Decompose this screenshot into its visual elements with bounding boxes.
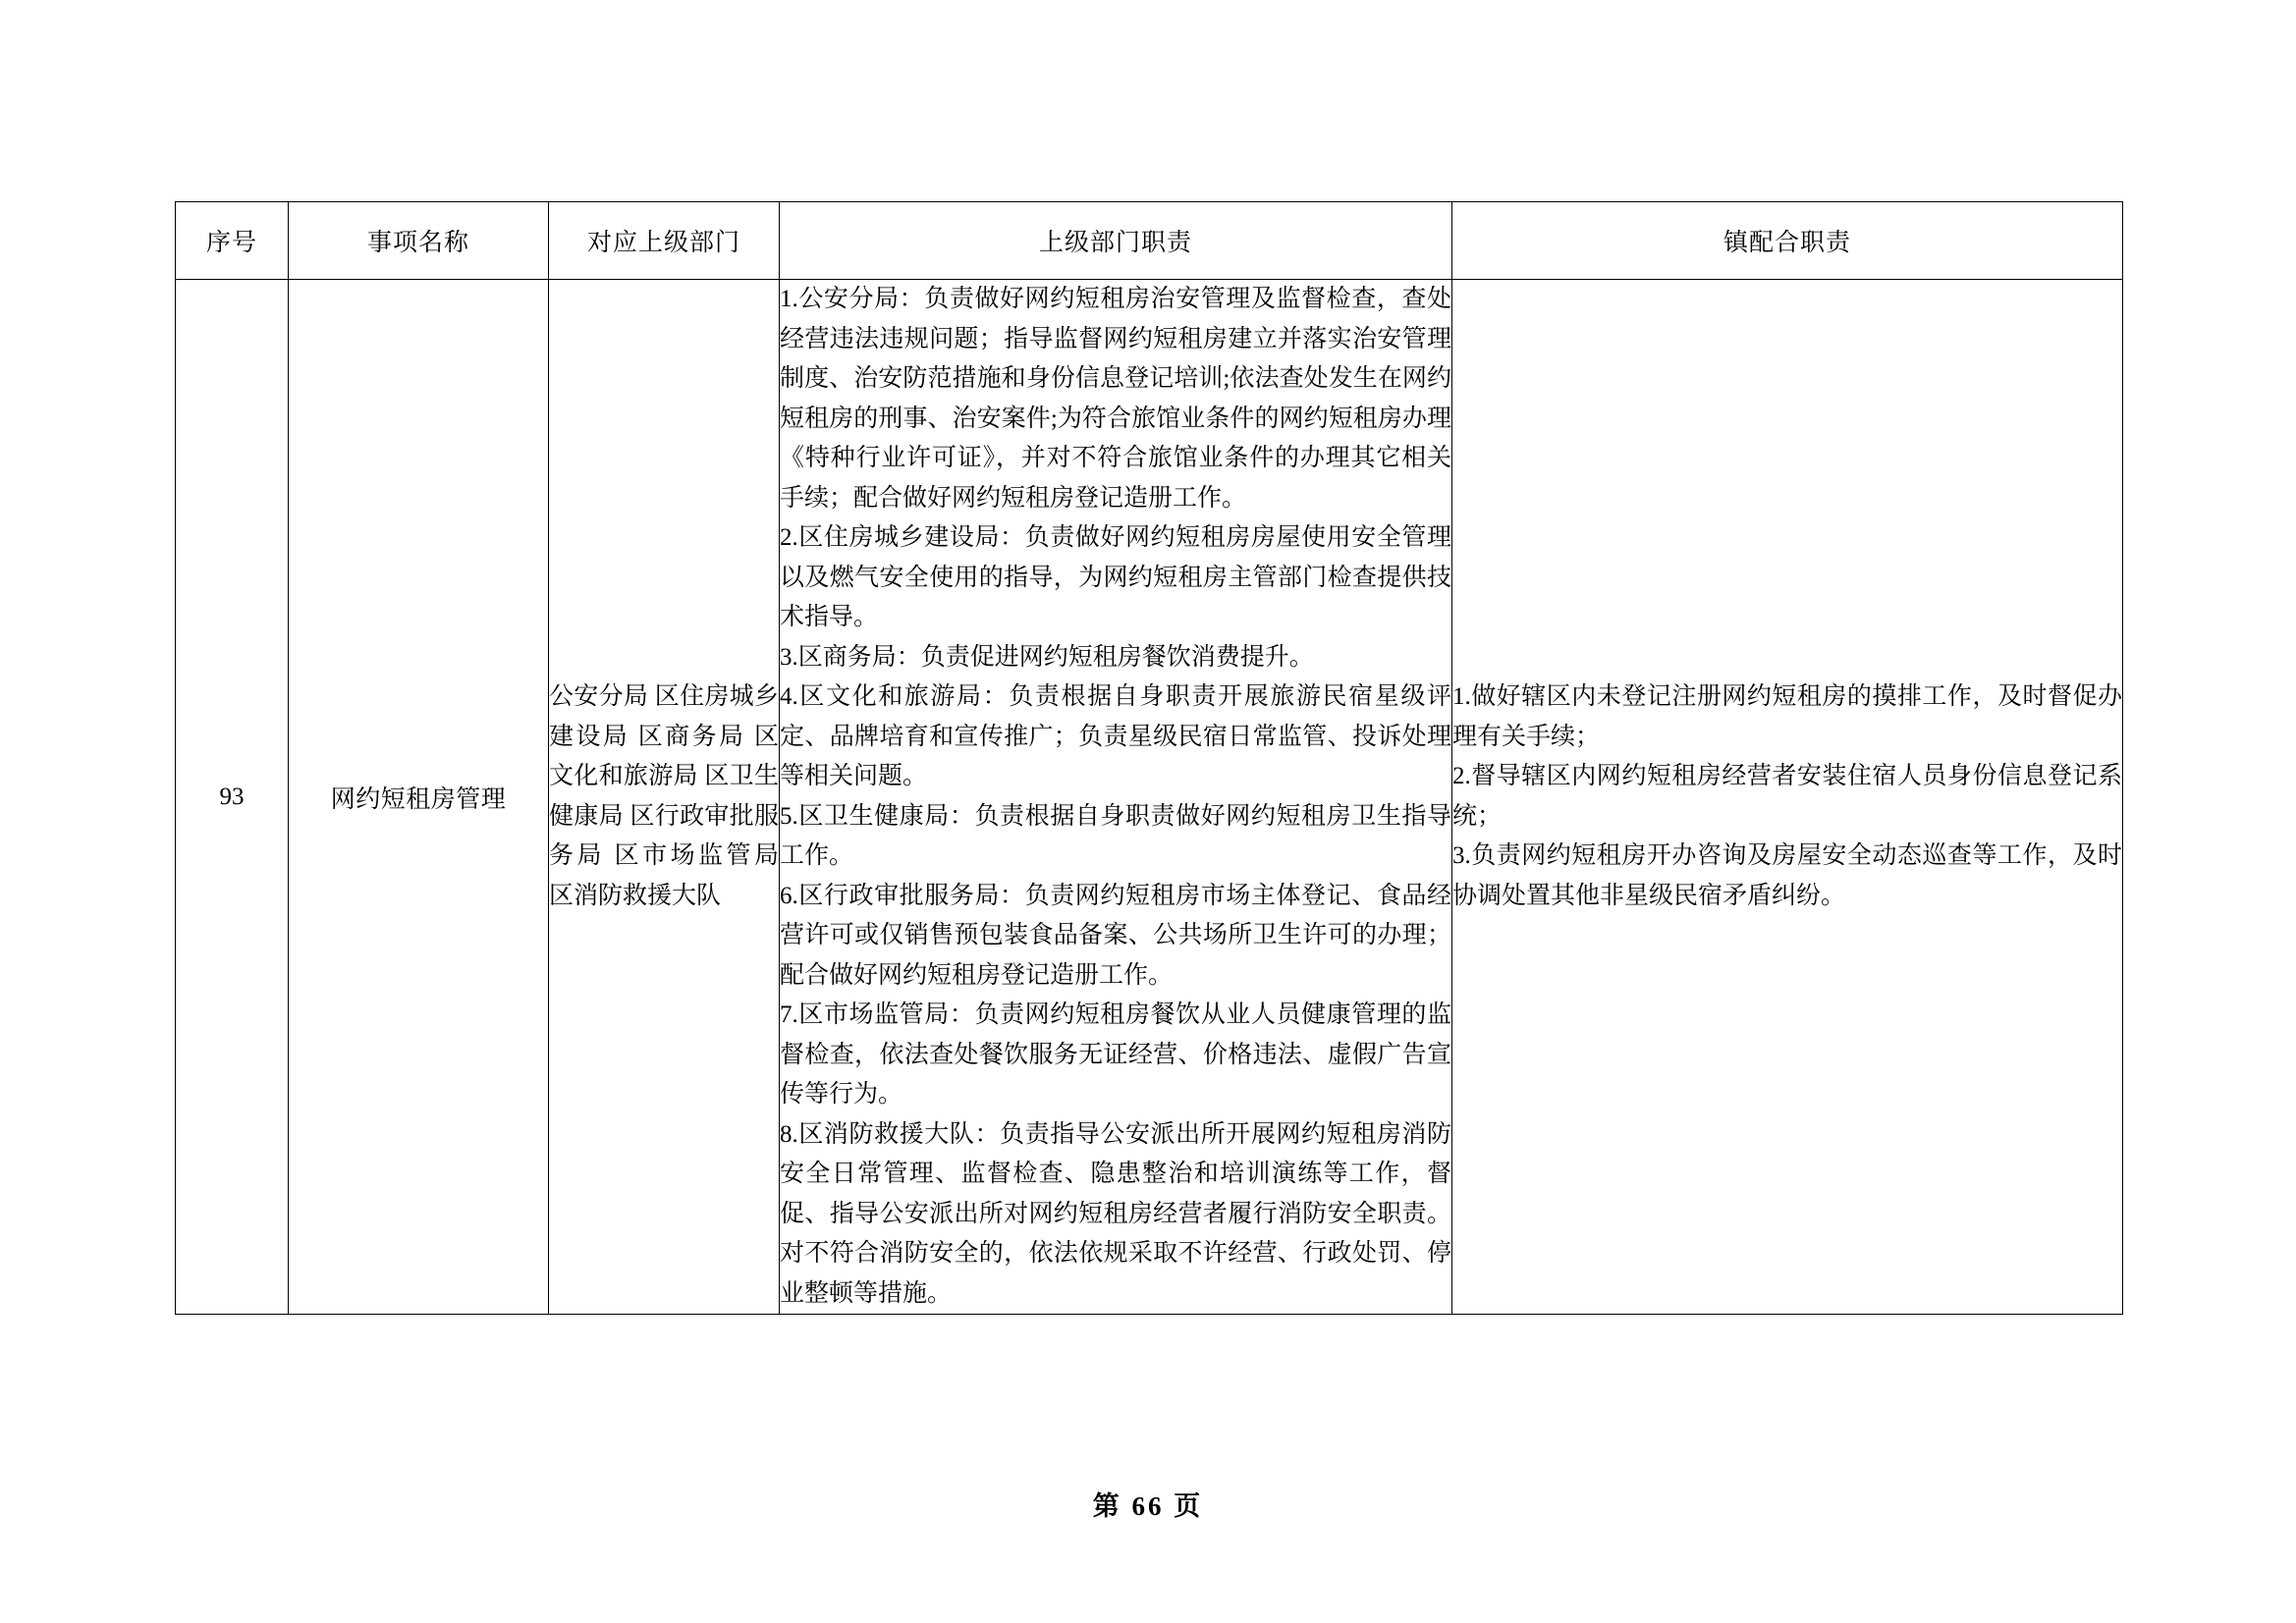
- header-upper-duty: 上级部门职责: [780, 202, 1452, 280]
- cell-town-duty: [1452, 280, 2123, 1315]
- cell-upper-department: 公安分局 区住房城乡建设局 区商务局 区文化和旅游局 区卫生健康局 区行政审批服务局 区市场监管局 区消防救援大队: [549, 280, 780, 1315]
- table-header: [176, 202, 2123, 280]
- duty-line: 8.区消防救援大队：负责指导公安派出所开展网约短租房消防安全日常管理、监督检查、隐患整治和培训演练等工作，督促、指导公安派出所对网约短租房经营者履行消防安全职责。对不符合消防安全的，依法依规采取不许经营、行政处罚、停业整顿等措施。: [780, 1120, 1451, 1307]
- cell-upper-duty: [780, 280, 1452, 1315]
- duty-line: 7.区市场监管局：负责网约短租房餐饮从业人员健康管理的监督检查，依法查处餐饮服务无证经营、价格违法、虚假广告宣传等行为。: [780, 1001, 1451, 1108]
- table-body: [176, 280, 2123, 1315]
- header-seq: 序号: [176, 202, 289, 280]
- duty-line: 1.公安分局：负责做好网约短租房治安管理及监督检查，查处经营违法违规问题；指导监督网约短租房建立并落实治安管理制度、治安防范措施和身份信息登记培训;依法查处发生在网约短租房的刑事、治安案件;为符合旅馆业条件的网约短租房办理《特种行业许可证》，并对不符合旅馆业条件的办理其它相关手续；配合做好网约短租房登记造册工作。: [780, 286, 1451, 512]
- duty-line: 3.区商务局：负责促进网约短租房餐饮消费提升。: [780, 643, 1314, 671]
- page-number: 第 66 页: [1092, 1491, 1204, 1521]
- responsibility-table: [175, 201, 2123, 1315]
- cell-seq: 93: [176, 280, 289, 1315]
- duty-line: 5.区卫生健康局：负责根据自身职责做好网约短租房卫生指导工作。: [780, 802, 1451, 869]
- town-duty-line: 3.负责网约短租房开办咨询及房屋安全动态巡查等工作，及时协调处置其他非星级民宿矛盾纠纷。: [1452, 842, 2122, 909]
- header-item-name: 事项名称: [289, 202, 549, 280]
- duty-line: 4.区文化和旅游局：负责根据自身职责开展旅游民宿星级评定、品牌培育和宣传推广；负责星级民宿日常监管、投诉处理等相关问题。: [780, 683, 1451, 789]
- table-header-row: [176, 202, 2123, 280]
- header-town-duty: 镇配合职责: [1452, 202, 2123, 280]
- table-row: [176, 280, 2123, 1315]
- town-duty-line: 1.做好辖区内未登记注册网约短租房的摸排工作，及时督促办理有关手续；: [1452, 683, 2122, 750]
- duty-line: 2.区住房城乡建设局：负责做好网约短租房房屋使用安全管理以及燃气安全使用的指导，为网约短租房主管部门检查提供技术指导。: [780, 524, 1451, 630]
- header-upper-department: 对应上级部门: [549, 202, 780, 280]
- duty-line: 6.区行政审批服务局：负责网约短租房市场主体登记、食品经营许可或仅销售预包装食品备案、公共场所卫生许可的办理；配合做好网约短租房登记造册工作。: [780, 882, 1451, 989]
- cell-item-name: 网约短租房管理: [289, 280, 549, 1315]
- town-duty-line: 2.督导辖区内网约短租房经营者安装住宿人员身份信息登记系统；: [1452, 763, 2122, 830]
- responsibility-table-wrapper: [175, 201, 2122, 1315]
